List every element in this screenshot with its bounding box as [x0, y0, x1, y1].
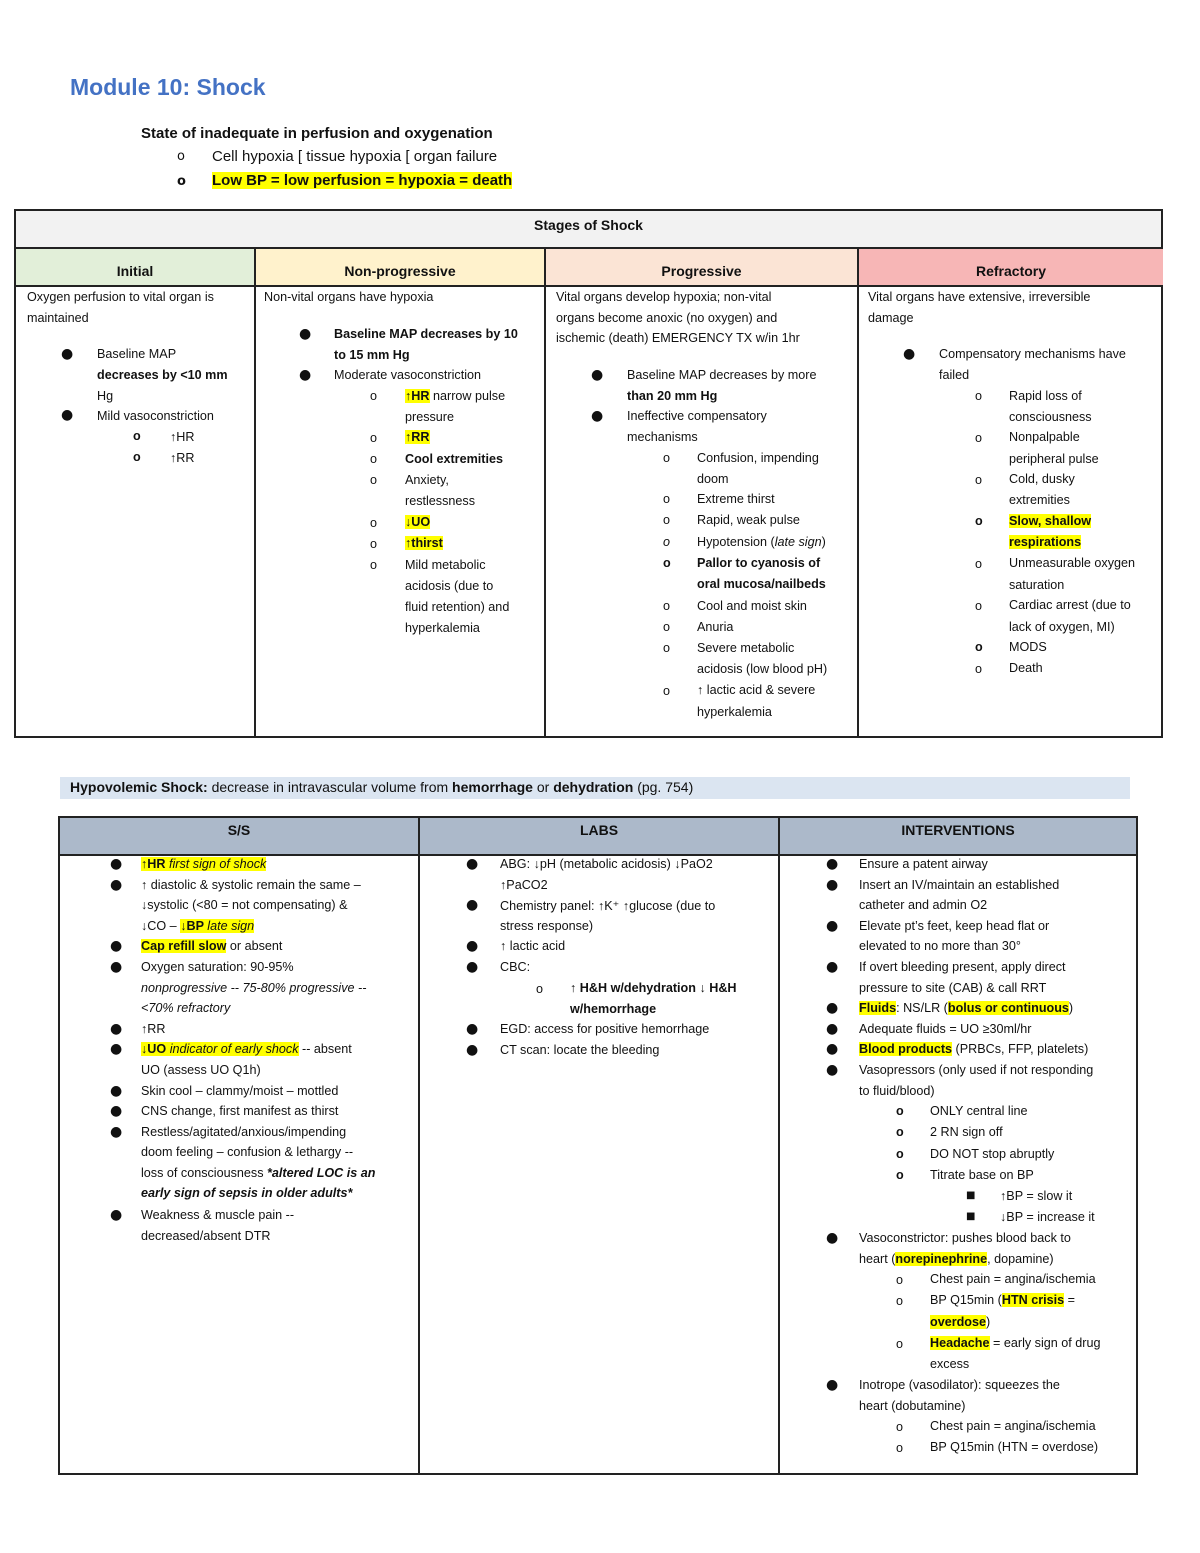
int-item: heart (	[859, 1252, 896, 1266]
labs-item: Chemistry panel: ↑K⁺ ↑glucose (due to	[500, 899, 716, 913]
stage-progressive-header: Progressive	[546, 249, 859, 287]
labs-item: CBC:	[500, 960, 531, 974]
int-item: bolus or continuous	[947, 1001, 1069, 1015]
intro-sub1: Cell hypoxia [ tissue hypoxia [ organ failure	[212, 148, 498, 165]
prog-text: organs become anoxic (no oxygen) and	[556, 311, 778, 325]
int-item: Ensure a patent airway	[859, 857, 988, 871]
intro-sub2: Low BP = low perfusion = hypoxia = death	[212, 172, 513, 189]
circle-bullet-icon: o	[896, 1337, 904, 1351]
disc-bullet-icon: ●	[110, 1021, 123, 1037]
circle-bullet-icon: o	[536, 982, 544, 996]
refr-sub: Rapid loss of	[1009, 389, 1082, 403]
prog-text: ischemic (death) EMERGENCY TX w/in 1hr	[556, 331, 800, 345]
nonprog-sub: acidosis (due to	[405, 579, 494, 593]
disc-bullet-icon: ●	[826, 1062, 839, 1078]
prog-sub: doom	[697, 472, 729, 486]
disc-bullet-icon: ●	[110, 938, 123, 954]
initial-bullet: Baseline MAP	[97, 347, 177, 361]
square-bullet-icon: ■	[966, 1190, 976, 1201]
nonprog-sub: Cool extremities	[405, 452, 503, 466]
int-item: Fluids	[859, 1001, 897, 1015]
int-item: Elevate pt’s feet, keep head flat or	[859, 919, 1050, 933]
refr-sub: MODS	[1009, 640, 1047, 654]
disc-bullet-icon: ●	[826, 1377, 839, 1393]
prog-bullet: mechanisms	[627, 430, 698, 444]
prog-bullet: Ineffective compensatory	[627, 409, 767, 423]
ss-item: or absent	[226, 939, 283, 953]
circle-bullet-icon: o	[370, 389, 378, 403]
int-item: )	[986, 1315, 991, 1329]
ss-item: early sign of sepsis in older adults*	[141, 1186, 353, 1200]
int-item: HTN crisis	[1001, 1293, 1065, 1307]
refr-sub: Nonpalpable	[1009, 430, 1080, 444]
nonprog-sub: hyperkalemia	[405, 621, 480, 635]
nonprog-sub: restlessness	[405, 494, 475, 508]
disc-bullet-icon: ●	[110, 959, 123, 975]
circle-bullet-icon: o	[896, 1273, 904, 1287]
int-item: )	[1068, 1001, 1074, 1015]
refr-sub: lack of oxygen, MI)	[1009, 620, 1115, 634]
int-item: norepinephrine	[895, 1252, 988, 1266]
disc-bullet-icon: ●	[826, 1000, 839, 1016]
circle-bullet-icon: o	[663, 684, 671, 698]
ss-item: ↓systolic (<80 = not compensating) &	[141, 898, 348, 912]
labs-item: CT scan: locate the bleeding	[500, 1043, 660, 1057]
prog-bullet: Baseline MAP decreases by more	[627, 368, 817, 382]
ss-item: loss of consciousness	[141, 1166, 267, 1180]
int-item: ONLY central line	[930, 1104, 1028, 1118]
ss-item: -- absent	[298, 1042, 352, 1056]
nonprog-sub: narrow pulse	[429, 389, 506, 403]
int-item: elevated to no more than 30°	[859, 939, 1021, 953]
ss-item: indicator of early shock	[169, 1042, 299, 1056]
circle-bullet-icon: o	[177, 174, 186, 189]
refr-bullet: Compensatory mechanisms have	[939, 347, 1126, 361]
ss-item: ↓BP	[180, 919, 208, 933]
prog-sub: Hypotension (	[697, 535, 775, 549]
ss-item: first sign of shock	[169, 857, 267, 871]
refr-sub: Slow, shallow	[1009, 514, 1092, 528]
int-item: Titrate base on BP	[930, 1168, 1034, 1182]
hypo-ss-header: S/S	[60, 818, 420, 856]
circle-bullet-icon: o	[663, 492, 671, 506]
intro-main: State of inadequate in perfusion and oxygenation	[141, 125, 493, 142]
int-item: Inotrope (vasodilator): squeezes the	[859, 1378, 1060, 1392]
initial-text: maintained	[27, 311, 89, 325]
prog-sub: )	[821, 535, 826, 549]
labs-item: w/hemorrhage	[570, 1002, 657, 1016]
ss-item: *altered LOC is an	[267, 1166, 376, 1180]
page-title: Module 10: Shock	[70, 74, 266, 100]
stages-header: Stages of Shock	[16, 211, 1161, 249]
circle-bullet-icon: o	[370, 431, 378, 445]
prog-sub: acidosis (low blood pH)	[697, 662, 828, 676]
nonprog-sub: ↑thirst	[405, 536, 443, 550]
ss-item: Restless/agitated/anxious/impending	[141, 1125, 347, 1139]
int-item: to fluid/blood)	[859, 1084, 935, 1098]
prog-text: Vital organs develop hypoxia; non-vital	[556, 290, 772, 304]
disc-bullet-icon: ●	[903, 346, 916, 362]
prog-sub: oral mucosa/nailbeds	[697, 577, 826, 591]
ss-item: Oxygen saturation: 90-95%	[141, 960, 294, 974]
hypo-labs-header: LABS	[420, 818, 780, 856]
disc-bullet-icon: ●	[591, 408, 604, 424]
ss-item: ↓CO –	[141, 919, 181, 933]
circle-bullet-icon: o	[663, 535, 671, 549]
hypo-heading-text: or	[532, 779, 554, 795]
circle-bullet-icon: o	[975, 473, 983, 487]
disc-bullet-icon: ●	[466, 1042, 479, 1058]
disc-bullet-icon: ●	[299, 326, 312, 342]
circle-bullet-icon: o	[896, 1125, 904, 1139]
int-item: Chest pain = angina/ischemia	[930, 1272, 1096, 1286]
circle-bullet-icon: o	[975, 640, 983, 654]
prog-sub: hyperkalemia	[697, 705, 772, 719]
nonprog-sub: ↑RR	[405, 430, 430, 444]
circle-bullet-icon: o	[896, 1104, 904, 1118]
circle-bullet-icon: o	[896, 1420, 904, 1434]
stage-nonprogressive-header: Non-progressive	[256, 249, 546, 287]
circle-bullet-icon: o	[663, 513, 671, 527]
refr-sub: Cold, dusky	[1009, 472, 1075, 486]
refr-sub: Death	[1009, 661, 1043, 675]
labs-item: stress response)	[500, 919, 594, 933]
ss-item: Weakness & muscle pain --	[141, 1208, 295, 1222]
circle-bullet-icon: o	[975, 431, 983, 445]
prog-sub: ↑ lactic acid & severe	[697, 683, 816, 697]
prog-bullet: than 20 mm Hg	[627, 389, 718, 403]
int-item: Chest pain = angina/ischemia	[930, 1419, 1096, 1433]
nonprog-bullet: Baseline MAP decreases by 10	[334, 327, 518, 341]
circle-bullet-icon: o	[975, 599, 983, 613]
disc-bullet-icon: ●	[61, 407, 74, 423]
disc-bullet-icon: ●	[591, 367, 604, 383]
disc-bullet-icon: ●	[110, 1041, 123, 1057]
ss-item: UO (assess UO Q1h)	[141, 1063, 261, 1077]
ss-item: CNS change, first manifest as thirst	[141, 1104, 339, 1118]
int-item: overdose	[930, 1315, 986, 1329]
circle-bullet-icon: o	[663, 620, 671, 634]
circle-bullet-icon: o	[663, 641, 671, 655]
refr-sub: extremities	[1009, 493, 1070, 507]
int-item: = early sign of drug	[989, 1336, 1101, 1350]
ss-item: Cap refill slow	[141, 939, 227, 953]
disc-bullet-icon: ●	[110, 877, 123, 893]
disc-bullet-icon: ●	[826, 1021, 839, 1037]
disc-bullet-icon: ●	[110, 1103, 123, 1119]
nonprog-sub: fluid retention) and	[405, 600, 510, 614]
int-item: Adequate fluids = UO ≥30ml/hr	[859, 1022, 1032, 1036]
int-item: pressure to site (CAB) & call RRT	[859, 981, 1047, 995]
prog-sub: Rapid, weak pulse	[697, 513, 800, 527]
disc-bullet-icon: ●	[826, 959, 839, 975]
refr-sub: Cardiac arrest (due to	[1009, 598, 1131, 612]
circle-bullet-icon: o	[896, 1168, 904, 1182]
ss-item: ↑HR	[141, 857, 169, 871]
disc-bullet-icon: ●	[466, 959, 479, 975]
hypo-heading-hemorrhage: hemorrhage	[452, 779, 533, 795]
initial-sub: ↑HR	[170, 430, 195, 444]
int-item: Vasopressors (only used if not responding	[859, 1063, 1094, 1077]
circle-bullet-icon: o	[370, 558, 378, 572]
square-bullet-icon: ■	[966, 1211, 976, 1222]
refr-text: Vital organs have extensive, irreversible	[868, 290, 1091, 304]
disc-bullet-icon: ●	[110, 1083, 123, 1099]
prog-sub: Extreme thirst	[697, 492, 775, 506]
disc-bullet-icon: ●	[466, 856, 479, 872]
prog-sub: Pallor to cyanosis of	[697, 556, 821, 570]
disc-bullet-icon: ●	[466, 897, 479, 913]
ss-item: nonprogressive -- 75-80% progressive --	[141, 981, 367, 995]
hypo-heading-dehydration: dehydration	[553, 779, 634, 795]
stages-table	[14, 209, 1163, 738]
int-item: 2 RN sign off	[930, 1125, 1003, 1139]
hypo-heading-page: (pg. 754)	[633, 779, 694, 795]
int-item: BP Q15min (HTN = overdose)	[930, 1440, 1099, 1454]
int-item: =	[1064, 1293, 1076, 1307]
disc-bullet-icon: ●	[826, 856, 839, 872]
circle-bullet-icon: o	[663, 599, 671, 613]
prog-sub: Anuria	[697, 620, 734, 634]
int-item: excess	[930, 1357, 970, 1371]
ss-item: Skin cool – clammy/moist – mottled	[141, 1084, 339, 1098]
int-item: , dopamine)	[987, 1252, 1054, 1266]
disc-bullet-icon: ●	[299, 367, 312, 383]
prog-sub: Confusion, impending	[697, 451, 819, 465]
circle-bullet-icon: o	[370, 516, 378, 530]
circle-bullet-icon: o	[896, 1441, 904, 1455]
hypo-interventions-header: INTERVENTIONS	[780, 818, 1136, 856]
disc-bullet-icon: ●	[826, 1041, 839, 1057]
int-item: ↑BP = slow it	[1000, 1189, 1073, 1203]
nonprog-sub: Anxiety,	[405, 473, 449, 487]
refr-sub: peripheral pulse	[1009, 452, 1099, 466]
disc-bullet-icon: ●	[826, 1230, 839, 1246]
ss-item: doom feeling – confusion & lethargy --	[141, 1145, 354, 1159]
disc-bullet-icon: ●	[826, 918, 839, 934]
circle-bullet-icon: o	[896, 1147, 904, 1161]
circle-bullet-icon: o	[370, 452, 378, 466]
disc-bullet-icon: ●	[61, 346, 74, 362]
hypo-heading-text: decrease in intravascular volume from	[207, 779, 453, 795]
labs-item: ABG: ↓pH (metabolic acidosis) ↓PaO2	[500, 857, 713, 871]
initial-bullet: Hg	[97, 389, 114, 403]
refr-bullet: failed	[939, 368, 970, 382]
int-item: (PRBCs, FFP, platelets)	[952, 1042, 1089, 1056]
ss-item: ↓UO	[141, 1042, 170, 1056]
circle-bullet-icon: o	[370, 473, 378, 487]
prog-sub: Severe metabolic	[697, 641, 795, 655]
refr-sub: saturation	[1009, 578, 1065, 592]
nonprog-text: Non-vital organs have hypoxia	[264, 290, 434, 304]
nonprog-bullet: to 15 mm Hg	[334, 348, 410, 362]
labs-item: EGD: access for positive hemorrhage	[500, 1022, 710, 1036]
ss-item: decreased/absent DTR	[141, 1229, 271, 1243]
circle-bullet-icon: o	[975, 662, 983, 676]
int-item: heart (dobutamine)	[859, 1399, 966, 1413]
hypo-heading-bold: Hypovolemic Shock:	[70, 779, 208, 795]
int-item: ↓BP = increase it	[1000, 1210, 1095, 1224]
stage-refractory-header: Refractory	[859, 249, 1163, 287]
int-item: Insert an IV/maintain an established	[859, 878, 1060, 892]
hypo-heading	[70, 779, 693, 795]
int-item: Headache	[930, 1336, 990, 1350]
int-item: DO NOT stop abruptly	[930, 1147, 1055, 1161]
disc-bullet-icon: ●	[110, 856, 123, 872]
disc-bullet-icon: ●	[826, 877, 839, 893]
ss-item: <70% refractory	[141, 1001, 231, 1015]
circle-bullet-icon: o	[133, 429, 141, 443]
nonprog-bullet: Moderate vasoconstriction	[334, 368, 481, 382]
ss-item: ↑ diastolic & systolic remain the same –	[141, 878, 361, 892]
ss-item: ↑RR	[141, 1022, 166, 1036]
circle-bullet-icon: o	[975, 389, 983, 403]
int-item: BP Q15min (	[930, 1293, 1002, 1307]
disc-bullet-icon: ●	[466, 1021, 479, 1037]
initial-bullet: decreases by <10 mm	[97, 368, 228, 382]
refr-sub: Unmeasurable oxygen	[1009, 556, 1136, 570]
circle-bullet-icon: o	[975, 557, 983, 571]
circle-bullet-icon: o	[663, 451, 671, 465]
labs-item: ↑ H&H w/dehydration ↓ H&H	[570, 981, 737, 995]
disc-bullet-icon: ●	[466, 938, 479, 954]
circle-bullet-icon: o	[370, 537, 378, 551]
circle-bullet-icon: o	[663, 556, 671, 570]
labs-item: ↑PaCO2	[500, 878, 548, 892]
nonprog-sub: ↓UO	[405, 515, 431, 529]
prog-sub: late sign	[774, 535, 822, 549]
int-item: catheter and admin O2	[859, 898, 988, 912]
int-item: If overt bleeding present, apply direct	[859, 960, 1066, 974]
refr-text: damage	[868, 311, 914, 325]
initial-sub: ↑RR	[170, 451, 195, 465]
circle-bullet-icon: o	[896, 1294, 904, 1308]
int-item: Blood products	[859, 1042, 953, 1056]
nonprog-sub: ↑HR	[405, 389, 430, 403]
int-item: : NS/LR (	[896, 1001, 948, 1015]
int-item: Vasoconstrictor: pushes blood back to	[859, 1231, 1071, 1245]
nonprog-sub: pressure	[405, 410, 454, 424]
initial-bullet: Mild vasoconstriction	[97, 409, 214, 423]
circle-bullet-icon: o	[975, 514, 983, 528]
labs-item: ↑ lactic acid	[500, 939, 566, 953]
nonprog-sub: Mild metabolic	[405, 558, 486, 572]
stage-initial-header: Initial	[16, 249, 256, 287]
circle-bullet-icon: o	[177, 149, 185, 164]
prog-sub: Cool and moist skin	[697, 599, 807, 613]
initial-text: Oxygen perfusion to vital organ is	[27, 290, 214, 304]
disc-bullet-icon: ●	[110, 1124, 123, 1140]
refr-sub: consciousness	[1009, 410, 1092, 424]
refr-sub: respirations	[1009, 535, 1082, 549]
disc-bullet-icon: ●	[110, 1207, 123, 1223]
ss-item: late sign	[207, 919, 255, 933]
circle-bullet-icon: o	[133, 450, 141, 464]
